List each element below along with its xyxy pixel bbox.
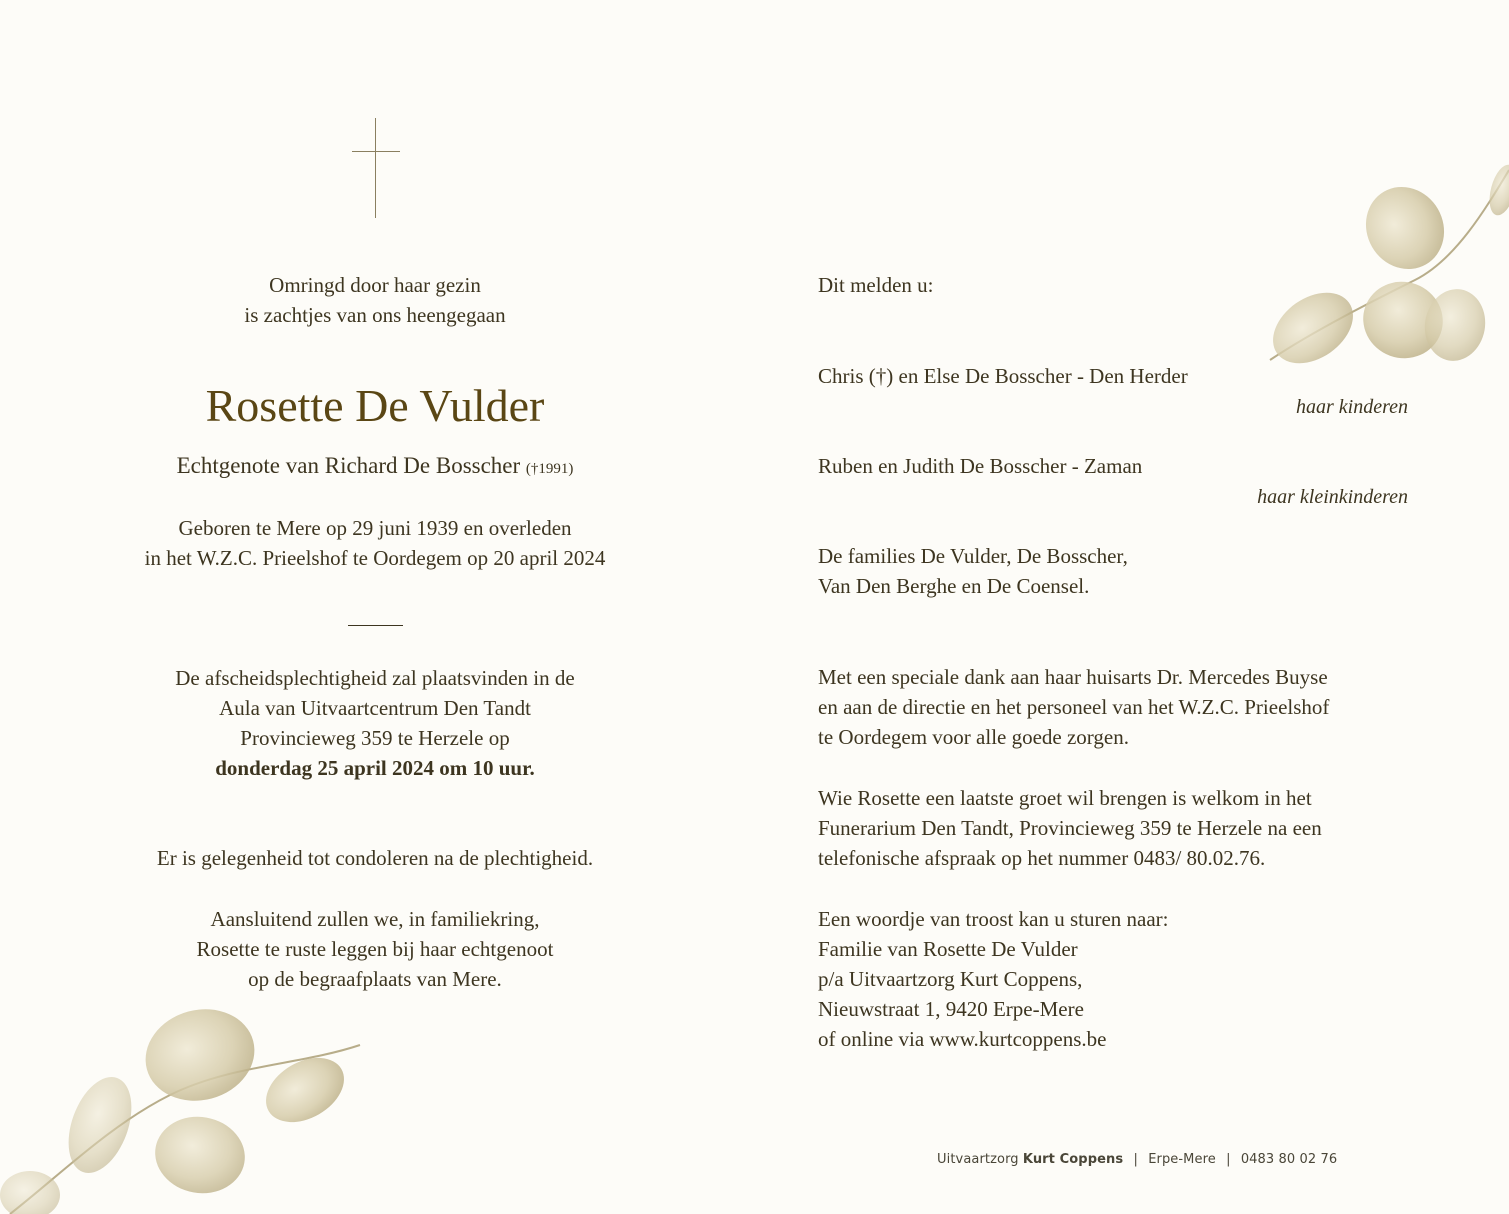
intro-text	[95, 270, 655, 330]
ceremony-date: donderdag 25 april 2024 om 10 uur.	[215, 756, 535, 780]
birth-death-text	[95, 513, 655, 573]
born-line: in het W.Z.C. Prieelshof te Oordegem op 20 april 2024	[144, 546, 606, 570]
children-names: Chris (†) en Else De Bosscher - Den Herder	[818, 364, 1188, 388]
visit-line: telefonische afspraak op het nummer 0483/ 80.02.76.	[818, 846, 1266, 870]
address-line: Een woordje van troost kan u sturen naar:	[818, 907, 1169, 931]
thanks-line: en aan de directie en het personeel van het W.Z.C. Prieelshof	[818, 695, 1330, 719]
burial-line: Rosette te ruste leggen bij haar echtgenoot	[196, 937, 554, 961]
address-line: of online via www.kurtcoppens.be	[818, 1027, 1107, 1051]
children-role: haar kinderen	[1295, 396, 1408, 418]
thanks-text	[818, 662, 1418, 752]
divider	[348, 625, 403, 626]
thanks-line: Met een speciale dank aan haar huisarts Dr. Mercedes Buyse	[818, 665, 1328, 689]
visit-line: Wie Rosette een laatste groet wil brengen is welkom in het	[818, 786, 1312, 810]
condole-text: Er is gelegenheid tot condoleren na de plechtigheid.	[156, 846, 594, 870]
burial-line: op de begraafplaats van Mere.	[248, 967, 502, 991]
cross-icon	[352, 118, 400, 218]
spouse-note: (†1991)	[525, 461, 574, 477]
funeral-home-footer	[937, 1152, 1337, 1167]
families-text	[818, 541, 1418, 601]
burial-line: Aansluitend zullen we, in familiekring,	[210, 907, 540, 931]
spouse-text: Echtgenote van Richard De Bosscher	[176, 453, 521, 478]
address-line: Nieuwstraat 1, 9420 Erpe-Mere	[818, 997, 1084, 1021]
ceremony-line: De afscheidsplechtigheid zal plaatsvinden in de	[175, 666, 575, 690]
families-line: De families De Vulder, De Bosscher,	[818, 544, 1128, 568]
eucalyptus-leaves-icon	[0, 1005, 370, 1214]
footer-separator: |	[1226, 1152, 1231, 1167]
grandchildren-role: haar kleinkinderen	[1257, 486, 1408, 508]
footer-separator: |	[1133, 1152, 1138, 1167]
visit-text	[818, 783, 1418, 873]
eucalyptus-leaves-icon	[1255, 150, 1509, 380]
ceremony-line: Provincieweg 359 te Herzele op	[240, 726, 510, 750]
ceremony-text	[95, 663, 655, 783]
thanks-line: te Oordegem voor alle goede zorgen.	[818, 725, 1129, 749]
announcement-intro: Dit melden u:	[818, 273, 934, 297]
footer-town: Erpe-Mere	[1148, 1152, 1216, 1167]
address-line: p/a Uitvaartzorg Kurt Coppens,	[818, 967, 1083, 991]
ceremony-line: Aula van Uitvaartcentrum Den Tandt	[219, 696, 531, 720]
deceased-name: Rosette De Vulder	[205, 380, 545, 431]
condolence-address	[818, 904, 1418, 1054]
visit-line: Funerarium Den Tandt, Provincieweg 359 te Herzele na een	[818, 816, 1322, 840]
address-line: Familie van Rosette De Vulder	[818, 937, 1078, 961]
born-line: Geboren te Mere op 29 juni 1939 en overleden	[178, 516, 572, 540]
families-line: Van Den Berghe en De Coensel.	[818, 574, 1090, 598]
grandchildren-names: Ruben en Judith De Bosscher - Zaman	[818, 454, 1143, 478]
intro-line: is zachtjes van ons heengegaan	[244, 303, 506, 327]
burial-text	[95, 904, 655, 994]
intro-line: Omringd door haar gezin	[269, 273, 481, 297]
footer-brand: Kurt Coppens	[1022, 1152, 1124, 1167]
footer-phone: 0483 80 02 76	[1240, 1152, 1338, 1167]
spouse-line	[95, 450, 655, 485]
footer-prefix: Uitvaartzorg	[937, 1152, 1019, 1167]
